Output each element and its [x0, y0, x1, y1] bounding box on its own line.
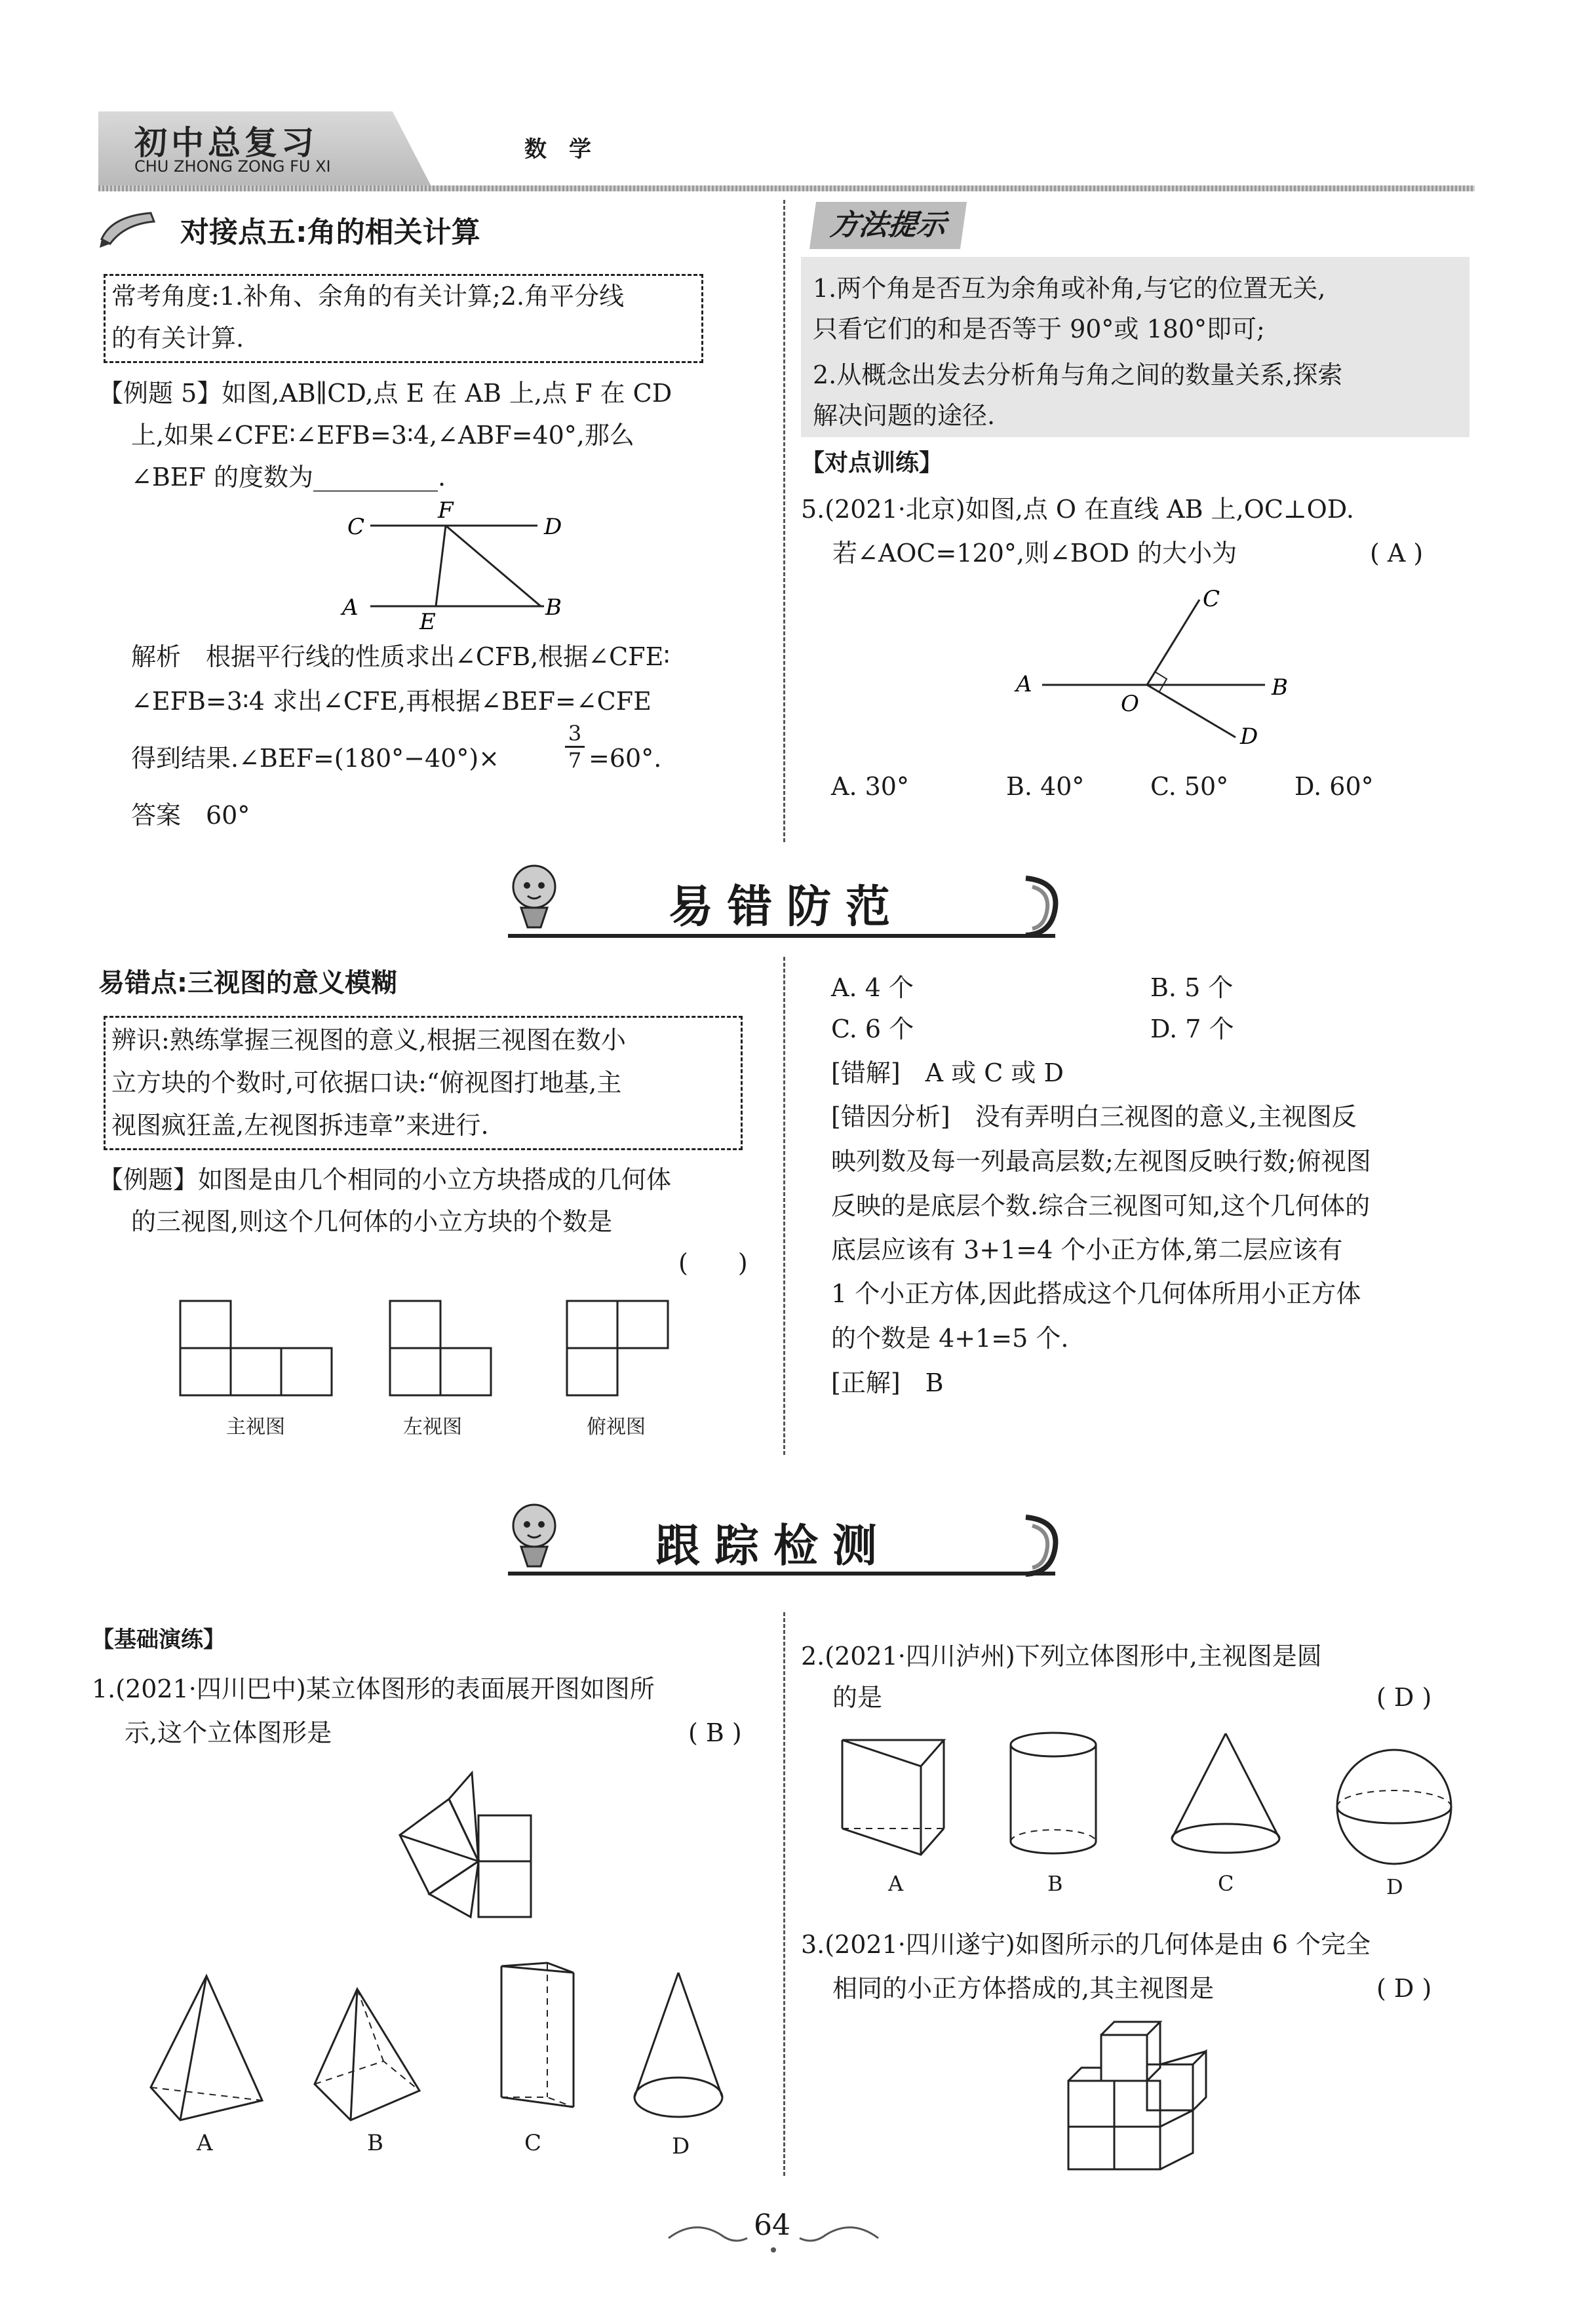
top-view-label: 俯视图 [587, 1416, 646, 1439]
training-option-a: A. 30° [831, 772, 909, 801]
label-c: C [347, 514, 365, 540]
training-option-b: B. 40° [1006, 772, 1085, 801]
segment-ef [436, 526, 446, 606]
q1-option-b-pyramid [308, 1986, 426, 2123]
q2-line-2: 的是 [832, 1683, 883, 1712]
tips-line-3: 2.从概念出发去分析角与角之间的数量关系,探索 [813, 360, 1343, 389]
parallel-lines-figure [341, 497, 590, 635]
q2-line-1: 2.(2021·四川泸州)下列立体图形中,主视图是圆 [801, 1642, 1322, 1671]
training-answer: ( A ) [1370, 539, 1424, 568]
q1-option-d-cone [629, 1969, 728, 2120]
example5-line-2: 上,如果∠CFE∶∠EFB=3∶4,∠ABF=40°,那么 [131, 421, 634, 450]
training-title: 【对点训练】 [801, 450, 943, 476]
column-divider-3 [783, 1612, 785, 2176]
q1-line-1: 1.(2021·四川巴中)某立体图形的表面展开图如图所 [92, 1674, 655, 1703]
q1-label-a: A [197, 2130, 213, 2156]
q2-answer: ( D ) [1376, 1683, 1432, 1712]
label-b: B [1272, 674, 1288, 701]
example5-line-1: 【例题 5】如图,AB∥CD,点 E 在 AB 上,点 F 在 CD [98, 379, 672, 408]
training-line-2: 若∠AOC=120°,则∠BOD 的大小为 [832, 539, 1237, 568]
q2-option-c-cone [1167, 1730, 1285, 1861]
right-angle-mark [1155, 672, 1167, 691]
q1-option-c-prism [485, 1960, 583, 2123]
mistake-title: 易错点:三视图的意义模糊 [98, 968, 397, 998]
training-line-1: 5.(2021·北京)如图,点 O 在直线 AB 上,OC⊥OD. [801, 495, 1354, 524]
angle-figure [1009, 587, 1311, 750]
reason-line-5: 1 个小正方体,因此搭成这个几何体所用小正方体 [831, 1279, 1361, 1308]
analysis-line-2: ∠EFB=3∶4 求出∠CFE,再根据∠BEF=∠CFE [131, 687, 652, 716]
fraction-denominator: 7 [568, 748, 582, 773]
training-option-d: D. 60° [1294, 772, 1374, 801]
mistake-box-line-2: 立方块的个数时,可依据口诀:“俯视图打地基,主 [111, 1068, 622, 1097]
label-f: F [438, 497, 454, 524]
mistake-option-a: A. 4 个 [831, 973, 914, 1002]
tips-line-4: 解决问题的途径. [813, 401, 996, 430]
page-number: 64 [754, 2209, 790, 2242]
q2-option-a-prism [839, 1733, 950, 1861]
q2-option-b-cylinder [1006, 1730, 1104, 1861]
q1-option-a-tetrahedron [144, 1973, 269, 2123]
mistake-option-c: C. 6 个 [831, 1015, 914, 1043]
mascot-icon-2 [505, 1501, 564, 1573]
mistake-box-line-3: 视图疯狂盖,左视图拆违章”来进行. [111, 1111, 489, 1140]
q3-line-1: 3.(2021·四川遂宁)如图所示的几何体是由 6 个完全 [801, 1930, 1371, 1959]
reason-line-4: 底层应该有 3+1=4 个小正方体,第二层应该有 [831, 1235, 1343, 1264]
header-pinyin: CHU ZHONG ZONG FU XI [134, 157, 331, 176]
column-divider-1 [783, 200, 785, 842]
banner2-title: 跟踪检测 [655, 1520, 892, 1572]
analysis-line-3: 得到结果.∠BEF=(180°−40°)× [131, 744, 500, 773]
label-d: D [544, 514, 562, 540]
mistake-example-line-2: 的三视图,则这个几何体的小立方块的个数是 [131, 1207, 613, 1236]
front-view [177, 1298, 334, 1403]
analysis-tail: =60°. [589, 744, 662, 773]
banner1-title: 易错防范 [669, 881, 905, 933]
q3-answer: ( D ) [1376, 1974, 1432, 2003]
mistake-option-b: B. 5 个 [1150, 973, 1234, 1002]
reason-line-2: 映列数及每一列最高层数;左视图反映行数;俯视图 [831, 1147, 1371, 1176]
label-c: C [1203, 586, 1220, 612]
column-divider-2 [783, 957, 785, 1455]
mistake-box-line-1: 辨识:熟练掌握三视图的意义,根据三视图在数小 [111, 1026, 626, 1055]
mascot-icon [505, 862, 564, 934]
tips-title: 方法提示 [809, 202, 967, 249]
label-e: E [419, 609, 436, 635]
often-line-2: 的有关计算. [111, 324, 244, 353]
tips-line-2: 只看它们的和是否等于 90°或 180°即可; [813, 315, 1265, 343]
q2-option-d-sphere [1334, 1747, 1455, 1868]
example5-line-3: ∠BEF 的度数为__________. [131, 463, 446, 492]
label-o: O [1121, 691, 1139, 717]
q1-line-2: 示,这个立体图形是 [125, 1718, 332, 1747]
reason-line-3: 反映的是底层个数.综合三视图可知,这个几何体的 [831, 1191, 1371, 1220]
cube-stack-figure [1065, 2019, 1229, 2173]
wrong-answer: [错解] A 或 C 或 D [831, 1058, 1064, 1087]
mistake-paren: ( ) [678, 1248, 748, 1277]
often-line-1: 常考角度:1.补角、余角的有关计算;2.角平分线 [111, 282, 625, 311]
header-subject: 数 学 [524, 136, 591, 163]
pen-icon [98, 210, 157, 249]
fraction [565, 721, 585, 773]
top-view [564, 1298, 675, 1403]
net-figure [393, 1770, 537, 1920]
q1-label-d: D [672, 2133, 690, 2159]
section5-title: 对接点五:角的相关计算 [180, 216, 480, 249]
fraction-numerator: 3 [565, 721, 585, 748]
correct-answer: [正解] B [831, 1368, 944, 1397]
reason-line-1: [错因分析] 没有弄明白三视图的意义,主视图反 [831, 1102, 1357, 1131]
front-view-label: 主视图 [226, 1416, 285, 1439]
header-rule [98, 185, 1475, 191]
q3-line-2: 相同的小正方体搭成的,其主视图是 [832, 1974, 1215, 2003]
q2-label-b: B [1047, 1871, 1063, 1896]
header-title: 初中总复习 [134, 124, 318, 162]
training-option-c: C. 50° [1150, 772, 1229, 801]
reason-line-6: 的个数是 4+1=5 个. [831, 1324, 1069, 1353]
banner2-scroll [1022, 1514, 1062, 1576]
q1-answer: ( B ) [688, 1718, 742, 1747]
q2-label-d: D [1386, 1874, 1403, 1899]
label-a: A [1016, 671, 1032, 697]
segment-fb [446, 526, 541, 606]
tips-line-1: 1.两个角是否互为余角或补角,与它的位置无关, [813, 274, 1326, 303]
q2-label-c: C [1218, 1871, 1234, 1896]
label-b: B [545, 594, 562, 621]
mistake-example-line-1: 【例题】如图是由几个相同的小立方块搭成的几何体 [98, 1165, 672, 1194]
q1-label-b: B [367, 2130, 383, 2156]
left-view-label: 左视图 [403, 1416, 462, 1439]
answer-5: 答案 60° [131, 801, 250, 830]
label-a: A [342, 594, 359, 621]
q2-label-a: A [888, 1871, 904, 1896]
mistake-option-d: D. 7 个 [1150, 1015, 1234, 1043]
ray-od [1147, 685, 1236, 737]
banner1-scroll [1022, 875, 1062, 937]
left-view [387, 1298, 498, 1403]
label-d: D [1240, 724, 1258, 750]
analysis-line-1: 解析 根据平行线的性质求出∠CFB,根据∠CFE∶ [131, 642, 671, 671]
q1-label-c: C [524, 2130, 542, 2156]
basic-title: 【基础演练】 [92, 1627, 225, 1653]
